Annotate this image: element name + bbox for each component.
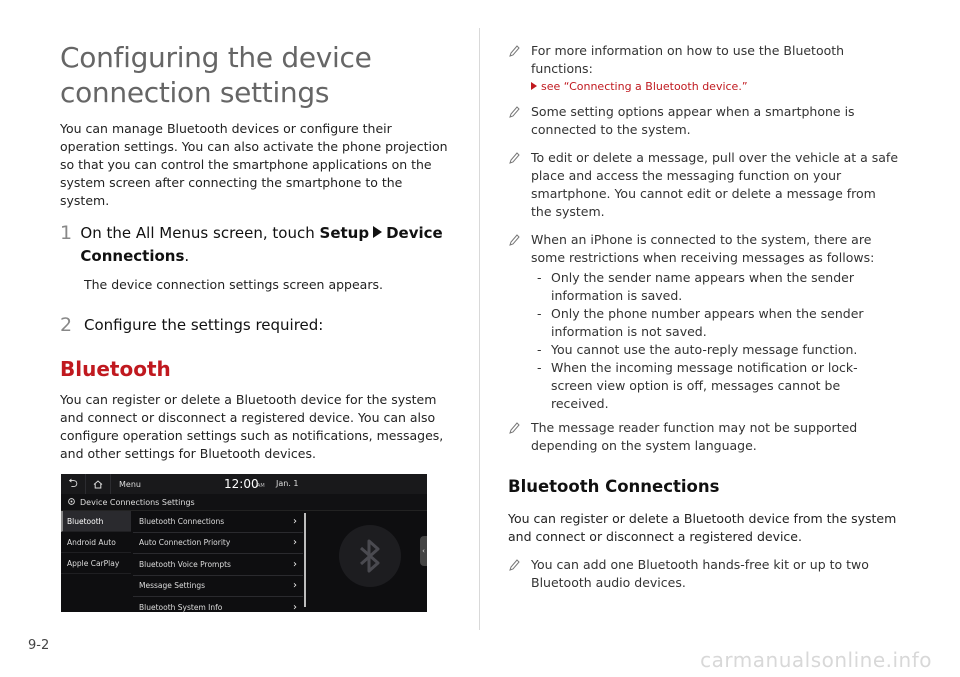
note-4-text: When an iPhone is connected to the system, there are some restrictions when receiving messages as follows: (531, 232, 875, 265)
list-item-label: Bluetooth Voice Prompts (139, 559, 231, 569)
bluetooth-icon (339, 525, 401, 587)
screen-header (61, 494, 427, 511)
step-1-text (80, 222, 450, 268)
list-item[interactable] (133, 511, 303, 533)
note-3-text: To edit or delete a message, pull over the vehicle at a safe place and access the messaging function on your smartphone. You cannot edit or delete a message from the system. (531, 150, 899, 219)
clock-date: Jan. 1 (276, 479, 299, 488)
list-item (537, 305, 898, 341)
list-item (537, 359, 898, 413)
clock-time: 12:00 (224, 477, 259, 491)
note-1-text: For more information on how to use the Bluetooth functions: (531, 43, 845, 76)
list-item (537, 269, 898, 305)
list-item[interactable] (133, 576, 303, 598)
list-item-text: Only the sender name appears when the sender information is saved. (551, 270, 854, 303)
bluetooth-heading: Bluetooth (60, 357, 171, 381)
note-5 (508, 419, 898, 455)
clock-ampm: AM (257, 483, 265, 489)
note-2-text: Some setting options appear when a smartphone is connected to the system. (531, 104, 855, 137)
list-item-text: Only the phone number appears when the sender information is not saved. (551, 306, 864, 339)
step-2-number: 2 (60, 314, 73, 336)
restriction-list (537, 269, 898, 413)
chevron-right-icon: › (293, 601, 297, 612)
chevron-right-icon: › (293, 515, 297, 527)
scrollbar[interactable] (304, 513, 306, 607)
gear-icon (67, 497, 76, 508)
dash-icon: - (537, 270, 542, 285)
list-item (537, 341, 898, 359)
list-item[interactable] (133, 554, 303, 576)
note-icon (508, 419, 522, 455)
step-2 (60, 314, 450, 337)
list-item-text: You cannot use the auto-reply message function. (551, 342, 858, 357)
title-line-1: Configuring the device (60, 41, 372, 74)
note-icon (508, 103, 522, 139)
step-2-text: Configure the settings required: (84, 316, 324, 334)
dash-icon: - (537, 360, 542, 375)
list-item-label: Bluetooth Connections (139, 516, 225, 526)
dash-icon: - (537, 342, 542, 357)
screen-header-title: Device Connections Settings (80, 497, 195, 507)
watermark: carmanualsonline.info (700, 648, 932, 672)
note-3 (508, 149, 898, 221)
chevron-right-icon: › (293, 537, 297, 549)
back-icon[interactable]: ⮌ (61, 474, 86, 494)
note-6-text: You can add one Bluetooth hands-free kit or up to two Bluetooth audio devices. (531, 557, 869, 590)
screen-left-nav (61, 511, 131, 574)
left-column (60, 40, 450, 463)
right-column (508, 42, 898, 602)
note-icon (508, 149, 522, 221)
list-item-text: When the incoming message notification or lock-screen view option is off, messages cannot be received. (551, 360, 858, 411)
step-1-number: 1 (60, 222, 73, 244)
bluetooth-paragraph: You can register or delete a Bluetooth device for the system and connect or disconnect a registered device. You can also configure operation settings such as notifications, messages, and other settings for Bluetooth devices. (60, 392, 444, 461)
nav-android-auto[interactable]: Android Auto (61, 532, 131, 553)
see-reference[interactable] (531, 80, 898, 93)
screen-top-bar (61, 474, 427, 494)
nav-apple-carplay[interactable]: Apple CarPlay (61, 553, 131, 574)
screen-panel (61, 511, 427, 612)
dash-icon: - (537, 306, 542, 321)
note-icon (508, 556, 522, 592)
chevron-right-icon: › (293, 580, 297, 592)
note-2 (508, 103, 898, 139)
note-icon (508, 42, 522, 93)
step-1 (60, 222, 450, 268)
setup-label: Setup (319, 224, 370, 242)
step-1-result: The device connection settings screen appears. (84, 277, 383, 292)
arrow-right-icon (531, 82, 537, 90)
intro-paragraph: You can manage Bluetooth devices or configure their operation settings. You can also activate the phone projection so that you can control the smartphone applications on the system screen after connecting the smartphone to the system. (60, 121, 448, 208)
note-6 (508, 556, 898, 592)
step-1-prefix: On the All Menus screen, touch (80, 224, 315, 242)
step-1-suffix: . (184, 247, 190, 265)
side-panel-handle[interactable]: ‹ (420, 536, 427, 566)
note-icon (508, 231, 522, 413)
chevron-right-icon: › (293, 558, 297, 570)
see-reference-text: see “Connecting a Bluetooth device.” (541, 80, 748, 93)
column-divider (479, 28, 480, 630)
list-item-label: Bluetooth System Info (139, 602, 223, 612)
settings-list (133, 511, 303, 612)
menu-button[interactable]: Menu (119, 479, 141, 489)
title-line-2: connection settings (60, 76, 330, 109)
bluetooth-connections-heading: Bluetooth Connections (508, 477, 720, 496)
device-connections-label: Device Connections (80, 224, 443, 265)
note-1 (508, 42, 898, 93)
page-title (60, 40, 450, 110)
list-item[interactable] (133, 597, 303, 612)
bluetooth-connections-paragraph: You can register or delete a Bluetooth device from the system and connect or disconnect a registered device. (508, 511, 897, 544)
note-5-text: The message reader function may not be supported depending on the system language. (531, 420, 858, 453)
list-item[interactable] (133, 533, 303, 555)
arrow-right-icon (373, 226, 382, 238)
nav-bluetooth[interactable]: Bluetooth (61, 511, 131, 532)
device-settings-screenshot (61, 474, 427, 612)
list-item-label: Auto Connection Priority (139, 538, 231, 548)
note-4 (508, 231, 898, 413)
list-item-label: Message Settings (139, 581, 206, 591)
page-number: 9-2 (28, 638, 50, 653)
home-icon[interactable] (86, 474, 111, 494)
